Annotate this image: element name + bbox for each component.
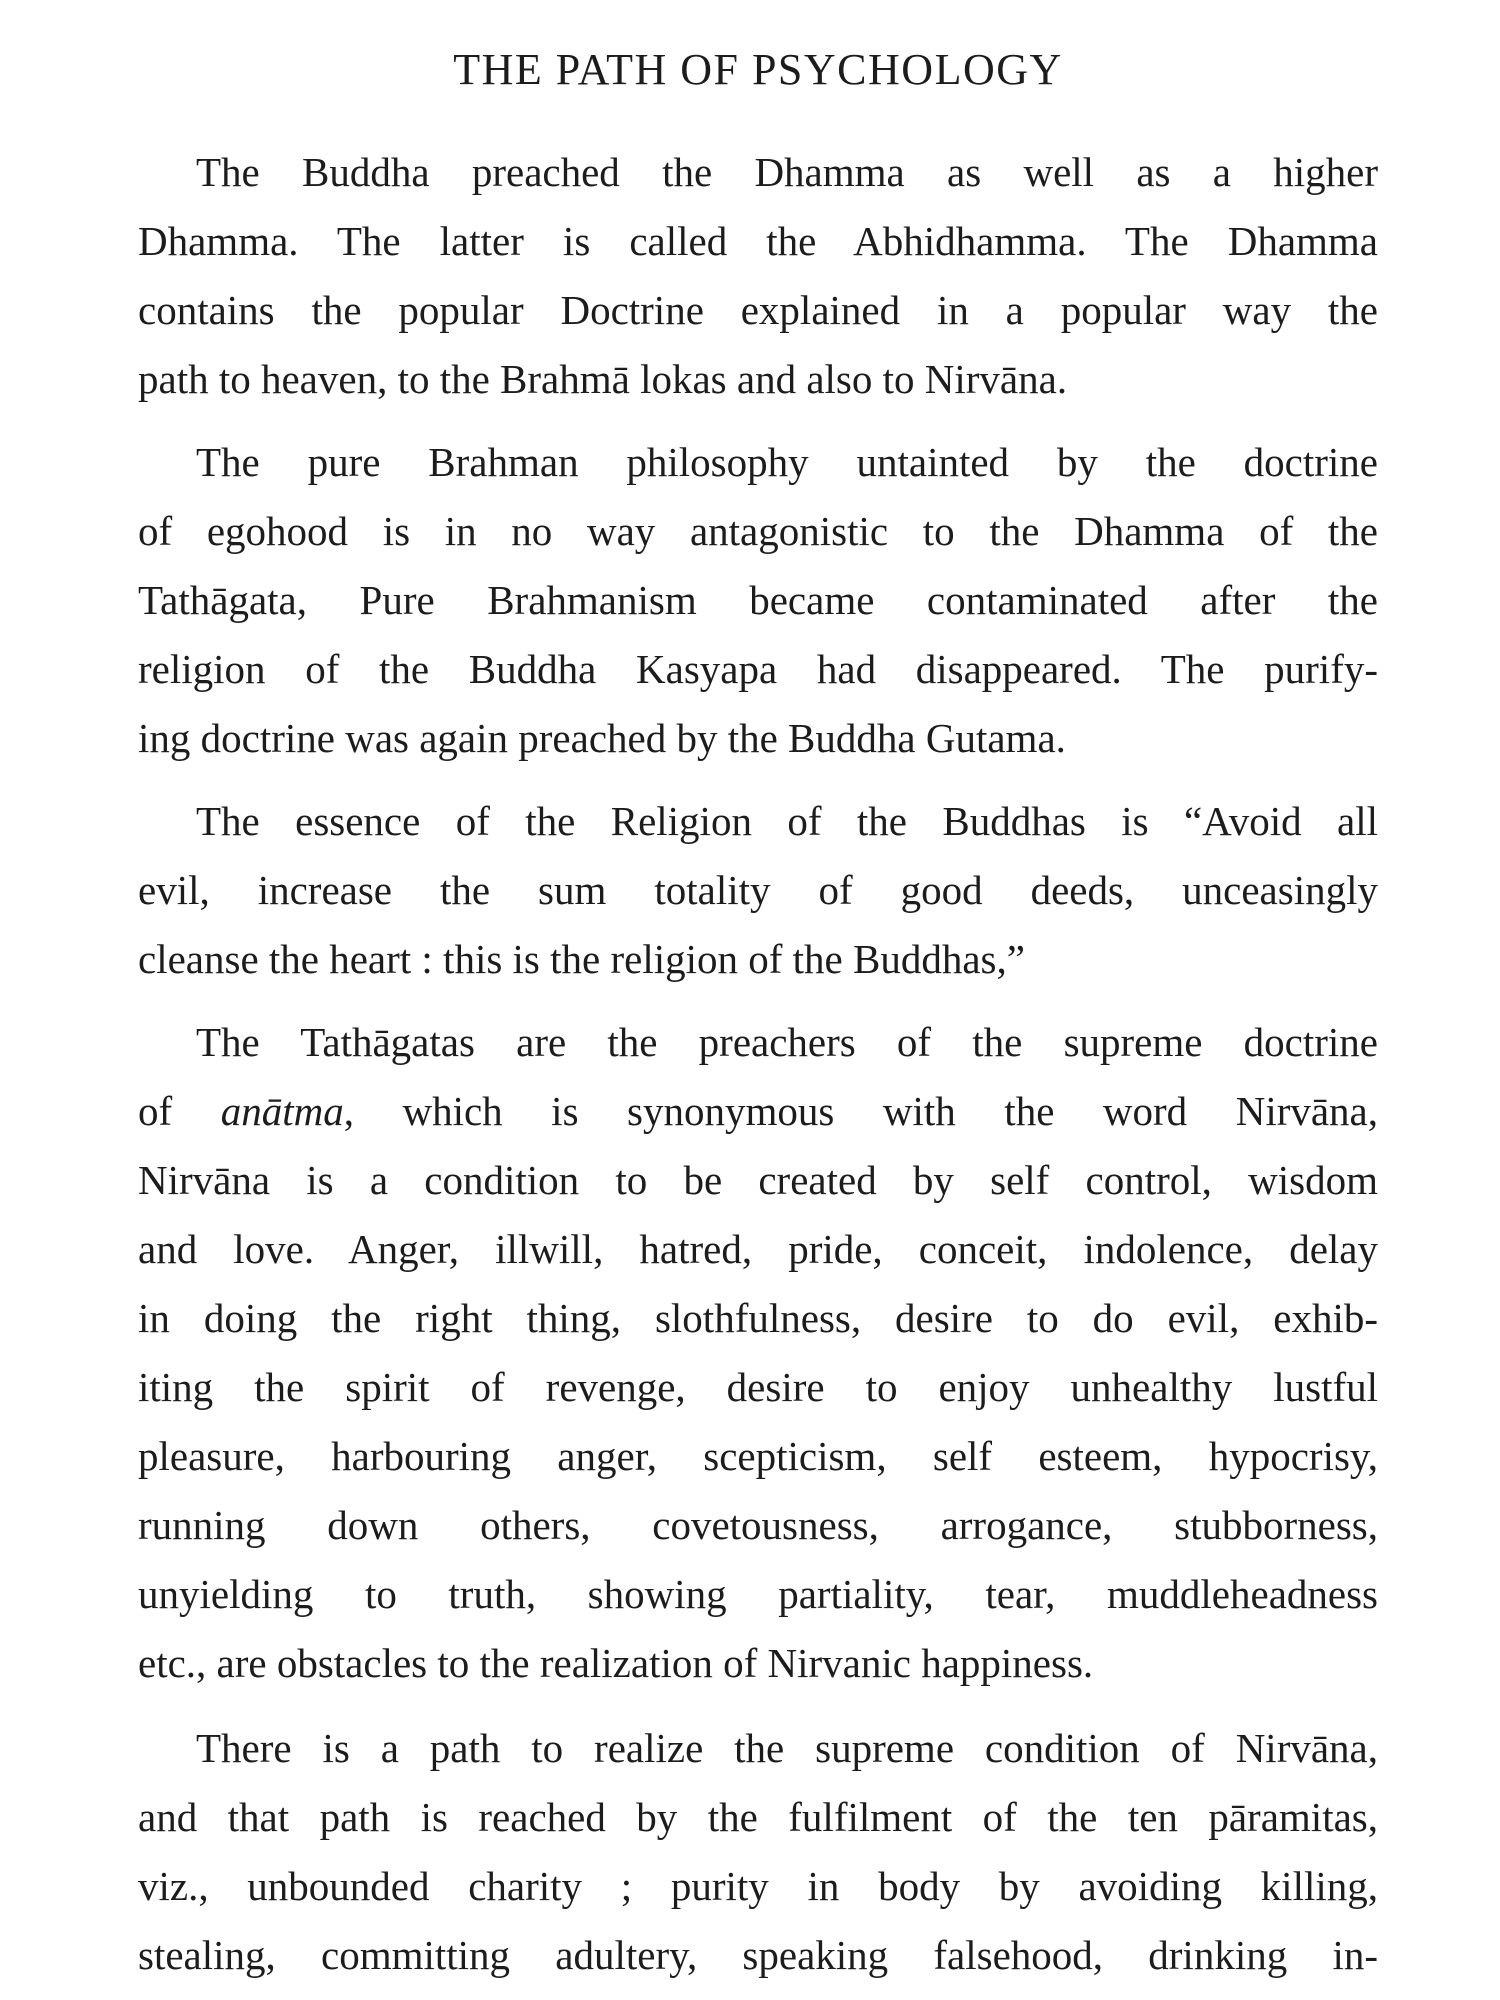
- text-line: Dhamma. The latter is called the Abhidhamma. The Dhamma: [138, 218, 1378, 264]
- text-line: The Tathāgatas are the preachers of the supreme doctrine: [196, 1019, 1378, 1065]
- text-line: Tathāgata, Pure Brahmanism became contaminated after the: [138, 577, 1378, 623]
- text-line: etc., are obstacles to the realization of Nirvanic happiness.: [138, 1640, 1094, 1686]
- text-line: pleasure, harbouring anger, scepticism, self esteem, hypocrisy,: [138, 1433, 1378, 1479]
- text-fragment: of: [138, 1088, 221, 1134]
- text-line: of egohood is in no way antagonistic to the Dhamma of the: [138, 508, 1378, 554]
- paragraph-5: [138, 1714, 1378, 1990]
- text-line: The pure Brahman philosophy untainted by the doctrine: [196, 439, 1378, 485]
- text-line: There is a path to realize the supreme condition of Nirvāna,: [196, 1725, 1378, 1771]
- text-line: contains the popular Doctrine explained in a popular way the: [138, 287, 1378, 333]
- text-line: path to heaven, to the Brahmā lokas and also to Nirvāna.: [138, 356, 1068, 402]
- page-title: THE PATH OF PSYCHOLOGY: [453, 45, 1063, 94]
- text-line-with-italic: [138, 1077, 1378, 1146]
- text-line: The Buddha preached the Dhamma as well as a higher: [196, 149, 1378, 195]
- text-line: evil, increase the sum totality of good deeds, unceasingly: [138, 867, 1378, 913]
- paragraph-4: [138, 1008, 1378, 1698]
- text-line: and love. Anger, illwill, hatred, pride, conceit, indolence, delay: [138, 1226, 1378, 1272]
- text-line: The essence of the Religion of the Buddhas is “Avoid all: [196, 798, 1378, 844]
- text-line: and that path is reached by the fulfilment of the ten pāramitas,: [138, 1794, 1378, 1840]
- text-line: stealing, committing adultery, speaking falsehood, drinking in-: [138, 1932, 1378, 1978]
- text-fragment: , which is synonymous with the word Nirvāna,: [343, 1088, 1378, 1134]
- text-line: religion of the Buddha Kasyapa had disappeared. The purify-: [138, 646, 1378, 692]
- paragraph-2: [138, 428, 1378, 773]
- book-page: [138, 0, 1378, 2000]
- text-line: unyielding to truth, showing partiality, tear, muddleheadness: [138, 1571, 1378, 1617]
- italic-term: anātma: [220, 1088, 344, 1134]
- text-line: iting the spirit of revenge, desire to enjoy unhealthy lustful: [138, 1364, 1378, 1410]
- text-line: cleanse the heart : this is the religion of the Buddhas,”: [138, 936, 1025, 982]
- text-line: viz., unbounded charity ; purity in body by avoiding killing,: [138, 1863, 1378, 1909]
- paragraph-1: [138, 138, 1378, 414]
- text-line: Nirvāna is a condition to be created by self control, wisdom: [138, 1157, 1378, 1203]
- text-line: in doing the right thing, slothfulness, desire to do evil, exhib-: [138, 1295, 1378, 1341]
- text-line: running down others, covetousness, arrogance, stubborness,: [138, 1502, 1378, 1548]
- text-line: ing doctrine was again preached by the Buddha Gutama.: [138, 715, 1066, 761]
- paragraph-3: [138, 787, 1378, 994]
